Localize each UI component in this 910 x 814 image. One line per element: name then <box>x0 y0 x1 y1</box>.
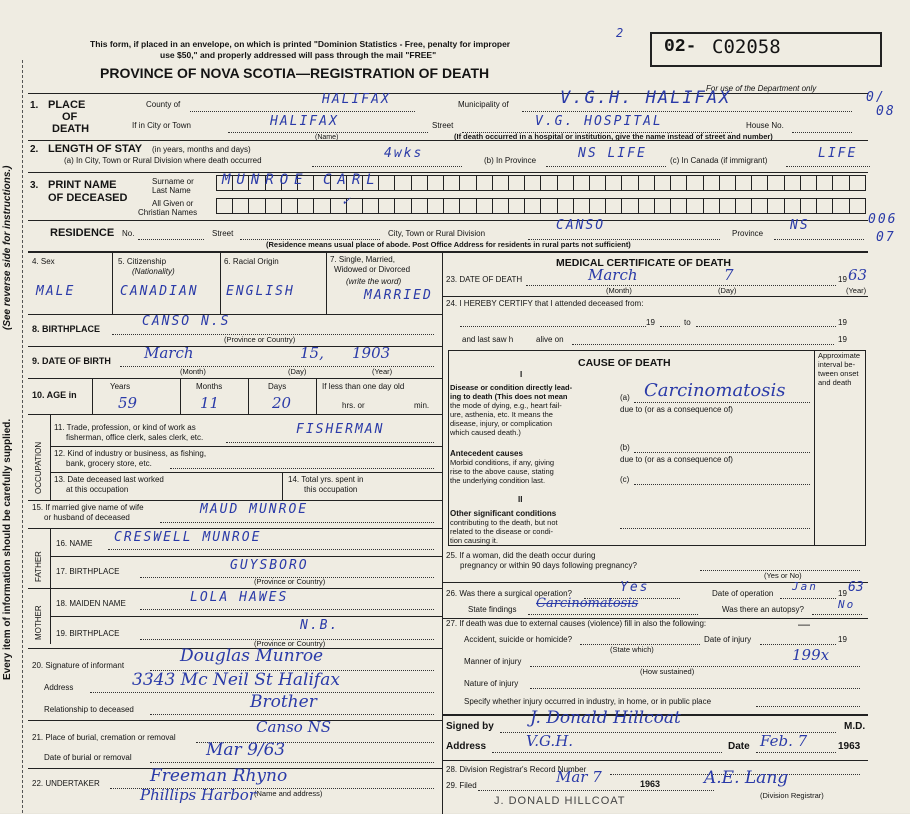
place-label: PLACE <box>48 99 86 111</box>
dotted-line <box>792 132 852 133</box>
operation-year-prefix: 19 <box>838 589 847 598</box>
dotted-line <box>634 484 810 485</box>
pregnancy-caption: (Yes or No) <box>764 571 802 580</box>
father-name-value: CRESWELL MUNROE <box>114 530 262 545</box>
section-ii: II <box>518 495 523 504</box>
dotted-line <box>312 166 462 167</box>
approx-interval-label-3: tween onset <box>818 369 859 378</box>
dotted-line <box>774 239 864 240</box>
operation-year: 63 <box>848 580 864 595</box>
death-year-prefix: 19 <box>838 275 847 284</box>
last-saw-label: and last saw h <box>462 335 514 344</box>
racial-value: ENGLISH <box>226 284 295 299</box>
printed-physician-name: J. DONALD HILLCOAT <box>494 795 626 807</box>
dotted-line <box>756 706 860 707</box>
physician-signature: J. Donald Hillcoat <box>530 708 681 728</box>
dotted-line <box>478 790 714 791</box>
father-name-label: 16. NAME <box>56 539 93 548</box>
disease-label-5: disease, injury, or complication <box>450 419 552 428</box>
registrar-signature: A.E. Lang <box>704 768 789 788</box>
municipality-value: V.G.H. HALIFAX <box>560 88 732 108</box>
due-to-label-b: due to (or as a consequence of) <box>620 455 733 464</box>
rule <box>28 720 442 721</box>
dob-caption-year: (Year) <box>372 367 393 376</box>
date-of-death-label: 23. DATE OF DEATH <box>446 275 523 284</box>
rule <box>28 414 442 415</box>
age-months: 11 <box>200 394 220 412</box>
dotted-line <box>170 468 434 469</box>
residence-province-label: Province <box>732 229 764 238</box>
antecedent-label-4: the underlying condition last. <box>450 476 546 485</box>
cause-a-label: (a) <box>620 393 630 402</box>
mail-notice-line1: This form, if placed in an envelope, on which is printed "Dominion Statistics - Free, penalty for improper <box>90 39 511 49</box>
surname-label-2: Last Name <box>152 186 191 195</box>
dept-code-4: 07 <box>876 230 896 245</box>
stay-a-value: 4wks <box>384 146 424 161</box>
rule <box>442 760 868 761</box>
form-title: PROVINCE OF NOVA SCOTIA—REGISTRATION OF DEATH <box>100 65 490 81</box>
age-label: 10. AGE in <box>32 390 77 400</box>
medical-certificate-title: MEDICAL CERTIFICATE OF DEATH <box>556 257 731 269</box>
stay-c-label: (c) In Canada (if immigrant) <box>670 156 768 165</box>
item-1-number: 1. <box>30 100 39 111</box>
dotted-line <box>760 644 836 645</box>
approx-interval-label: Approximate <box>818 351 861 360</box>
other-label-4: tion causing it. <box>450 536 498 545</box>
dotted-line <box>546 166 666 167</box>
of-label: OF <box>62 111 78 123</box>
residence-city-value: CANSO <box>556 218 606 233</box>
birthplace-caption: (Province or Country) <box>224 335 296 344</box>
dotted-line <box>138 239 204 240</box>
other-label-2: contributing to the death, but not <box>450 518 558 527</box>
dept-code-1: 0/ <box>866 90 886 105</box>
age-hrs-label: hrs. or <box>342 401 365 410</box>
item-3-number: 3. <box>30 180 39 191</box>
residence-note: (Residence means usual place of abode. Post Office Address for residents in rural parts not sufficient) <box>266 240 631 249</box>
dob-caption-day: (Day) <box>288 367 307 376</box>
length-of-stay-label: LENGTH OF STAY <box>48 143 143 155</box>
dotted-line <box>526 285 836 286</box>
side-note-line1: Every item of information should be carefully supplied. <box>2 418 13 680</box>
signed-by-label: Signed by <box>446 721 494 732</box>
father-side-label: FATHER <box>34 551 43 582</box>
dotted-line <box>492 752 722 753</box>
divider <box>220 252 221 314</box>
rule <box>50 616 442 617</box>
findings-label: State findings <box>468 605 517 614</box>
dotted-line <box>140 609 434 610</box>
of-deceased-label: OF DECEASED <box>48 192 128 204</box>
given-name-boxes <box>216 198 866 214</box>
cause-c-label: (c) <box>620 475 630 484</box>
manner-value: 199x <box>792 646 830 664</box>
sex-value: MALE <box>36 284 76 299</box>
dob-label: 9. DATE OF BIRTH <box>32 356 111 366</box>
undertaker-value: Freeman Rhyno <box>150 766 288 786</box>
divider <box>180 378 181 414</box>
dotted-line <box>108 549 434 550</box>
certify-19-b: 19 <box>838 318 847 327</box>
divider <box>326 252 327 314</box>
mother-maiden-label: 18. MAIDEN NAME <box>56 599 126 608</box>
municipality-label: Municipality of <box>458 100 509 109</box>
mail-notice-line2: use $50," and properly addressed will pass through the mail "FREE" <box>160 50 437 60</box>
dept-use-label: For use of the Department only <box>706 84 817 93</box>
physician-date-value: Feb. 7 <box>760 732 808 750</box>
occupation-11-label: 11. Trade, profession, or kind of work as <box>54 423 196 432</box>
physician-address-label: Address <box>446 741 487 752</box>
occupation-14-label: 14. Total yrs. spent in <box>288 475 364 484</box>
age-days-label: Days <box>268 382 287 391</box>
pregnancy-label: 25. If a woman, did the death occur during <box>446 551 596 560</box>
filed-year: 1963 <box>640 779 661 789</box>
antecedent-label-1: Antecedent causes <box>450 449 523 458</box>
citizenship-value: CANADIAN <box>120 284 199 299</box>
operation-date-value: Jan <box>792 580 818 593</box>
rule <box>28 528 442 529</box>
citizenship-label: 5. Citizenship <box>118 257 167 266</box>
rule <box>28 220 868 221</box>
disease-label-6: which caused death.) <box>450 428 521 437</box>
certify-label: 24. I HEREBY CERTIFY that I attended deceased from: <box>446 299 644 308</box>
rule <box>442 296 868 297</box>
dob-year: 1903 <box>352 344 391 362</box>
dotted-line <box>522 111 852 112</box>
alive-on-label: alive on <box>536 335 564 344</box>
dotted-line <box>460 326 646 327</box>
occupation-13-label: 13. Date deceased last worked <box>54 475 164 484</box>
age-years: 59 <box>118 394 138 412</box>
spouse-value: MAUD MUNROE <box>200 502 309 517</box>
dotted-line <box>634 452 810 453</box>
informant-address: 3343 Mc Neil St Halifax <box>132 670 340 690</box>
relationship-label: Relationship to deceased <box>44 705 134 714</box>
other-label-3: related to the disease or condi- <box>450 527 553 536</box>
filed-label: 29. Filed <box>446 781 477 790</box>
rule <box>28 172 868 173</box>
dotted-line <box>572 344 834 345</box>
marital-label-2: Widowed or Divorced <box>334 265 411 274</box>
informant-signature: Douglas Munroe <box>180 646 324 666</box>
rule <box>28 251 868 253</box>
city-label: If in City or Town <box>132 121 191 130</box>
center-divider <box>442 252 443 814</box>
mother-side-label: MOTHER <box>34 605 43 640</box>
stay-b-label: (b) In Province <box>484 156 537 165</box>
divider <box>282 472 283 500</box>
divider <box>50 414 51 500</box>
citizenship-sub: (Nationality) <box>132 267 175 276</box>
occupation-13-label-b: at this occupation <box>66 485 129 494</box>
occupation-11-label-b: fisherman, office clerk, sales clerk, etc. <box>66 433 204 442</box>
father-birthplace-caption: (Province or Country) <box>254 577 326 586</box>
burial-place-label: 21. Place of burial, cremation or removal <box>32 733 176 742</box>
side-note-line2: (See reverse side for instructions.) <box>2 165 13 330</box>
hospital-note: (If death occurred in a hospital or institution, give the name instead of street and number) <box>454 132 773 141</box>
dotted-line <box>150 714 434 715</box>
stay-b-value: NS LIFE <box>578 146 647 161</box>
other-label-1: Other significant conditions <box>450 509 557 518</box>
father-birthplace-label: 17. BIRTHPLACE <box>56 567 120 576</box>
dept-code-2: 08 <box>876 104 896 119</box>
cause-b-label: (b) <box>620 443 630 452</box>
rule <box>28 378 442 379</box>
residence-label: RESIDENCE <box>50 227 115 239</box>
dotted-line <box>812 614 862 615</box>
dotted-line <box>226 442 434 443</box>
disease-label-1: Disease or condition directly lead- <box>450 383 573 392</box>
dotted-line <box>634 402 810 403</box>
burial-date-value: Mar 9/63 <box>206 740 286 760</box>
dotted-line <box>160 522 434 523</box>
antecedent-label-3: rise to the above cause, stating <box>450 467 554 476</box>
registrar-caption: (Division Registrar) <box>760 791 824 800</box>
dotted-line <box>530 666 860 667</box>
rule <box>28 314 442 315</box>
external-causes-dash: — <box>798 617 810 631</box>
dob-month: March <box>144 344 194 362</box>
dotted-line <box>620 528 810 529</box>
divider <box>248 378 249 414</box>
death-year: 63 <box>848 266 868 284</box>
operation-date-label: Date of operation <box>712 589 774 598</box>
mother-birthplace-label: 19. BIRTHPLACE <box>56 629 120 638</box>
approx-interval-label-2: interval be- <box>818 360 856 369</box>
mother-maiden-value: LOLA HAWES <box>190 590 289 605</box>
informant-label: 20. Signature of informant <box>32 661 125 670</box>
registration-number: C02058 <box>712 36 781 58</box>
birthplace-label: 8. BIRTHPLACE <box>32 324 101 334</box>
street-value: V.G. HOSPITAL <box>535 114 663 129</box>
stay-a-label: (a) In City, Town or Rural Division where death occurred <box>64 156 262 165</box>
print-name-label: PRINT NAME <box>48 179 117 191</box>
birthplace-value: CANSO N.S <box>142 314 231 329</box>
given-value: ✓ <box>342 194 352 209</box>
given-label-2: Christian Names <box>138 208 198 217</box>
house-label: House No. <box>746 121 784 130</box>
county-value: HALIFAX <box>322 92 391 107</box>
sex-label: 4. Sex <box>32 257 55 266</box>
spouse-label: 15. If married give name of wife <box>32 503 144 512</box>
operation-label: 26. Was there a surgical operation? <box>446 589 572 598</box>
rule <box>50 556 442 557</box>
specify-label: Specify whether injury occurred in industry, in home, or in public place <box>464 697 712 706</box>
death-day-caption: (Day) <box>718 286 737 295</box>
external-causes-label: 27. If death was due to external causes (violence) fill in also the following: <box>446 619 707 628</box>
md-label: M.D. <box>844 721 866 732</box>
name-caption: (Name) <box>315 134 339 141</box>
dept-code-3: 006 <box>868 212 898 227</box>
surname-value: MUNROE CARL <box>222 172 381 188</box>
item-2-number: 2. <box>30 144 39 155</box>
approx-interval-label-4: and death <box>818 378 852 387</box>
mother-birthplace-caption: (Province or Country) <box>254 639 326 648</box>
stay-c-value: LIFE <box>818 146 858 161</box>
residence-province-value: NS <box>790 218 810 233</box>
margin-divider <box>22 60 23 813</box>
residence-city-label: City, Town or Rural Division <box>388 229 486 238</box>
age-less-label: If less than one day old <box>322 382 405 391</box>
dotted-line <box>780 598 836 599</box>
burial-place-value: Canso NS <box>256 718 331 736</box>
rule <box>28 588 442 589</box>
racial-label: 6. Racial Origin <box>224 257 279 266</box>
manner-label: Manner of injury <box>464 657 522 666</box>
divider <box>92 378 93 414</box>
dotted-line <box>756 752 836 753</box>
dotted-line <box>660 326 680 327</box>
dotted-line <box>696 326 836 327</box>
death-day: 7 <box>724 266 734 284</box>
age-days: 20 <box>272 394 292 412</box>
disease-label-3: the mode of dying, e.g., heart fail- <box>450 401 562 410</box>
rule <box>50 472 442 473</box>
autopsy-value: No <box>838 598 856 611</box>
dotted-line <box>190 111 415 112</box>
registration-prefix: 02- <box>664 37 697 57</box>
due-to-label-a: due to (or as a consequence of) <box>620 405 733 414</box>
nature-label: Nature of injury <box>464 679 519 688</box>
undertaker-caption: (Name and address) <box>254 789 323 798</box>
occupation-value: FISHERMAN <box>296 422 385 437</box>
age-months-label: Months <box>196 382 223 391</box>
occupation-14-label-b: this occupation <box>304 485 358 494</box>
disease-label-4: ure, asthenia, etc. It means the <box>450 410 553 419</box>
age-years-label: Years <box>110 382 131 391</box>
cause-of-death-title: CAUSE OF DEATH <box>578 357 671 369</box>
dotted-line <box>786 166 870 167</box>
rule <box>28 500 442 501</box>
injury-year-prefix: 19 <box>838 635 847 644</box>
physician-address-value: V.G.H. <box>526 732 574 750</box>
dotted-line <box>150 762 434 763</box>
pregnancy-label-b: pregnancy or within 90 days following pregnancy? <box>460 561 637 570</box>
accident-label: Accident, suicide or homicide? <box>464 635 573 644</box>
physician-date-label: Date <box>728 741 750 752</box>
marital-value: MARRIED <box>364 288 433 303</box>
divider <box>316 378 317 414</box>
rule <box>50 446 442 447</box>
section-i: I <box>520 370 523 379</box>
certify-19-a: 19 <box>646 318 655 327</box>
residence-no-label: No. <box>122 229 135 238</box>
death-label: DEATH <box>52 123 90 135</box>
residence-street-label: Street <box>212 229 234 238</box>
county-label: County of <box>146 100 181 109</box>
disease-label-2: ing to death (This does not mean <box>450 392 568 401</box>
surname-label: Surname or <box>152 177 194 186</box>
filed-value: Mar 7 <box>556 768 602 786</box>
dotted-line <box>228 132 428 133</box>
rule <box>28 140 868 141</box>
record-number-label: 28. Division Registrar's Record Number <box>446 765 587 774</box>
cause-a-value: Carcinomatosis <box>644 380 786 401</box>
father-birthplace-value: GUYSBORO <box>230 558 309 573</box>
autopsy-label: Was there an autopsy? <box>722 605 804 614</box>
burial-date-label: Date of burial or removal <box>44 753 132 762</box>
divider <box>814 350 815 546</box>
undertaker-label: 22. UNDERTAKER <box>32 779 100 788</box>
spouse-label-b: or husband of deceased <box>44 513 130 522</box>
physician-date-year: 1963 <box>838 741 861 752</box>
undertaker-address: Phillips Harbor <box>140 786 257 804</box>
how-sustained-caption: (How sustained) <box>640 667 695 676</box>
street-label: Street <box>432 121 454 130</box>
divider <box>112 252 113 314</box>
operation-value: Yes <box>620 580 650 595</box>
occupation-12-label: 12. Kind of industry or business, as fishing, <box>54 449 207 458</box>
antecedent-label-2: Morbid conditions, if any, giving <box>450 458 555 467</box>
findings-value: Carcinomatosis <box>536 596 639 611</box>
rule <box>28 93 868 94</box>
city-value: HALIFAX <box>270 114 339 129</box>
dob-caption-month: (Month) <box>180 367 206 376</box>
occupation-12-label-b: bank, grocery store, etc. <box>66 459 152 468</box>
occupation-side-label: OCCUPATION <box>34 441 43 494</box>
certify-to: to <box>684 318 691 327</box>
injury-date-label: Date of injury <box>704 635 752 644</box>
given-label: All Given or <box>152 199 194 208</box>
dotted-line <box>530 688 860 689</box>
marital-sub: (write the word) <box>346 277 402 286</box>
dotted-line <box>528 614 698 615</box>
alive-19: 19 <box>838 335 847 344</box>
informant-address-label: Address <box>44 683 74 692</box>
state-which-caption: (State which) <box>610 645 654 654</box>
mother-birthplace-value: N.B. <box>300 618 340 633</box>
age-min-label: min. <box>414 401 430 410</box>
death-year-caption: (Year) <box>846 286 867 295</box>
relationship-value: Brother <box>250 692 317 712</box>
length-of-stay-sub: (in years, months and days) <box>152 145 251 154</box>
tick-mark: 2 <box>616 26 626 40</box>
death-month-caption: (Month) <box>606 286 632 295</box>
death-month: March <box>588 266 638 284</box>
dob-day: 15, <box>300 344 324 362</box>
marital-label: 7. Single, Married, <box>330 255 395 264</box>
divider <box>50 528 51 644</box>
